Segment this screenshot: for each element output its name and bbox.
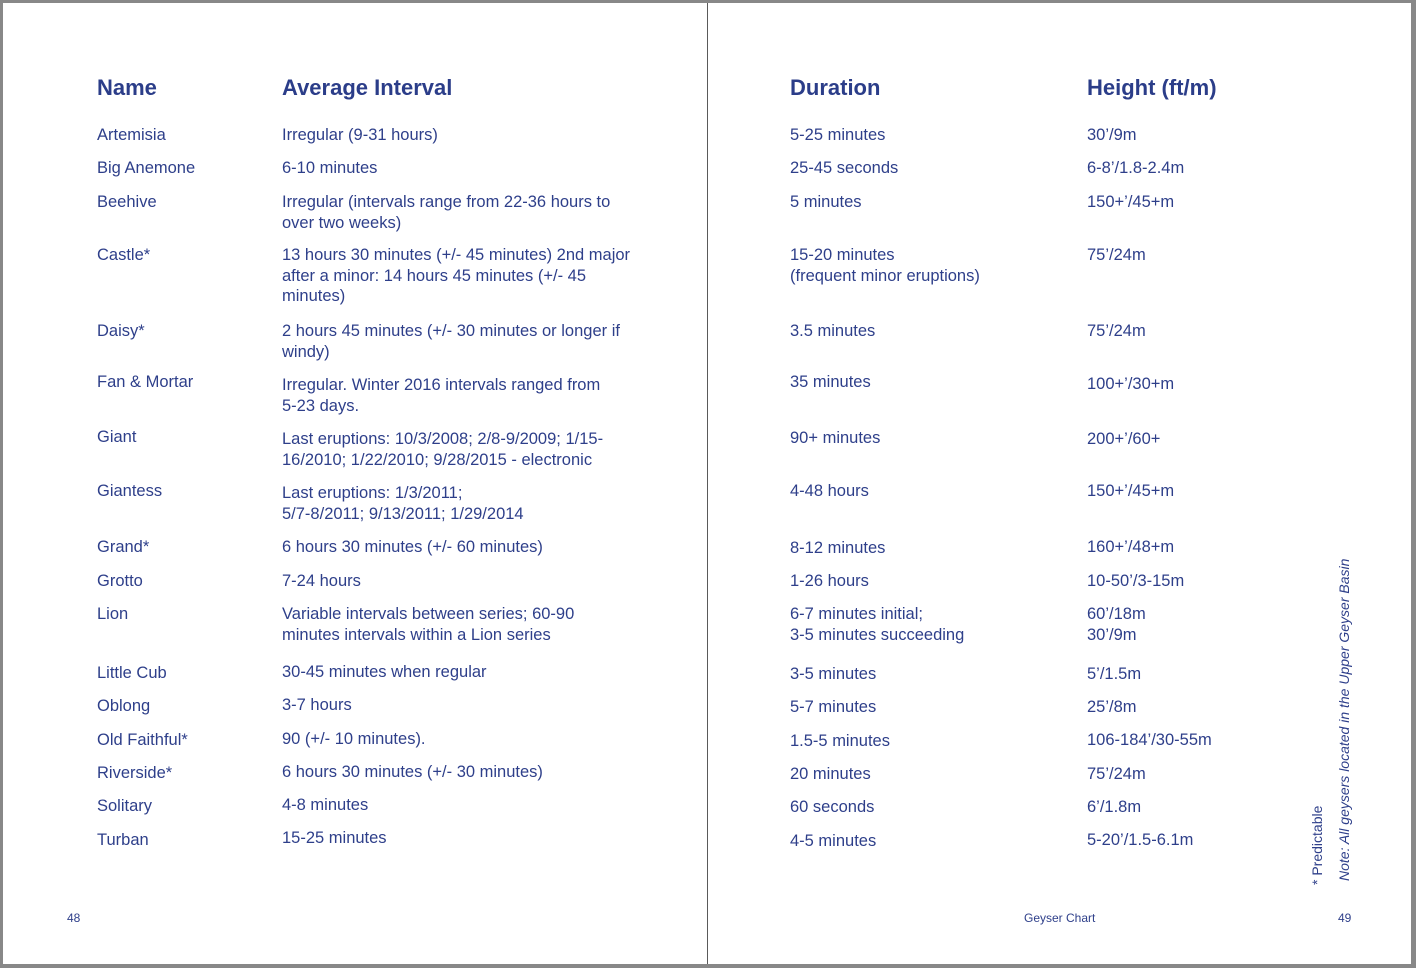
geyser-name: Grotto [97, 572, 143, 590]
geyser-duration: 35 minutes [790, 373, 871, 391]
geyser-height: 5’/1.5m [1087, 665, 1142, 683]
geyser-duration: 5-7 minutes [790, 698, 877, 716]
geyser-interval: Variable intervals between series; 60-90 minutes intervals within a Lion series [282, 605, 575, 644]
geyser-name: Solitary [97, 797, 153, 815]
geyser-height: 25’/8m [1087, 698, 1137, 716]
running-title: Geyser Chart [1024, 911, 1096, 925]
geyser-interval: Irregular (intervals range from 22-36 hours to over two weeks) [282, 193, 611, 232]
left-page [3, 3, 708, 964]
page-number-right: 49 [1338, 911, 1352, 925]
geyser-height: 75’/24m [1087, 765, 1146, 783]
geyser-duration: 4-48 hours [790, 482, 869, 500]
geyser-height: 6-8’/1.8-2.4m [1087, 159, 1185, 177]
geyser-height: 100+’/30+m [1087, 375, 1175, 393]
geyser-duration: 5-25 minutes [790, 126, 886, 144]
geyser-height: 200+’/60+ [1087, 430, 1161, 448]
geyser-duration: 5 minutes [790, 193, 862, 211]
basin-note: Note: All geysers located in the Upper Geyser Basin [1336, 558, 1352, 881]
geyser-name: Artemisia [97, 126, 166, 144]
geyser-duration: 6-7 minutes initial; 3-5 minutes succeeding [790, 605, 965, 644]
geyser-duration: 20 minutes [790, 765, 871, 783]
geyser-duration: 1.5-5 minutes [790, 732, 890, 750]
duration-column-header: Duration [790, 75, 881, 100]
geyser-height: 5-20’/1.5-6.1m [1087, 831, 1194, 849]
geyser-name: Oblong [97, 697, 151, 715]
geyser-interval: Last eruptions: 10/3/2008; 2/8-9/2009; 1/15- 16/2010; 1/22/2010; 9/28/2015 - electronic [282, 430, 604, 469]
geyser-name: Riverside* [97, 764, 173, 782]
geyser-duration: 90+ minutes [790, 429, 881, 447]
geyser-name: Fan & Mortar [97, 373, 194, 391]
geyser-interval: Irregular (9-31 hours) [282, 126, 438, 144]
height-column-header: Height (ft/m) [1087, 75, 1217, 100]
right-page [708, 3, 1411, 964]
geyser-name: Lion [97, 605, 129, 623]
geyser-interval: Last eruptions: 1/3/2011; 5/7-8/2011; 9/13/2011; 1/29/2014 [282, 484, 524, 523]
geyser-interval: 2 hours 45 minutes (+/- 30 minutes or longer if windy) [282, 322, 620, 361]
geyser-interval: 3-7 hours [282, 696, 352, 714]
geyser-interval: 7-24 hours [282, 572, 361, 590]
geyser-name: Giant [97, 428, 137, 446]
geyser-name: Grand* [97, 538, 150, 556]
geyser-duration: 1-26 hours [790, 572, 869, 590]
geyser-duration: 15-20 minutes (frequent minor eruptions) [790, 246, 980, 285]
geyser-name: Big Anemone [97, 159, 196, 177]
geyser-interval: 90 (+/- 10 minutes). [282, 730, 426, 748]
geyser-name: Beehive [97, 193, 157, 211]
geyser-duration: 60 seconds [790, 798, 875, 816]
name-column-header: Name [97, 75, 157, 100]
geyser-interval: 4-8 minutes [282, 796, 369, 814]
geyser-height: 160+’/48+m [1087, 538, 1175, 556]
book-spread [3, 3, 1411, 964]
geyser-height: 106-184’/30-55m [1087, 731, 1212, 749]
geyser-name: Giantess [97, 482, 163, 500]
page-number-left: 48 [67, 911, 81, 925]
geyser-interval: 6 hours 30 minutes (+/- 30 minutes) [282, 763, 543, 781]
geyser-duration: 4-5 minutes [790, 832, 877, 850]
geyser-height: 30’/9m [1087, 126, 1137, 144]
geyser-duration: 25-45 seconds [790, 159, 899, 177]
geyser-name: Castle* [97, 246, 151, 264]
geyser-interval: 13 hours 30 minutes (+/- 45 minutes) 2nd major after a minor: 14 hours 45 minutes (+/- 45 minutes) [282, 246, 631, 305]
geyser-name: Daisy* [97, 322, 145, 340]
geyser-interval: 30-45 minutes when regular [282, 663, 487, 681]
geyser-name: Little Cub [97, 664, 167, 682]
interval-column-header: Average Interval [282, 75, 453, 100]
geyser-interval: 6-10 minutes [282, 159, 378, 177]
geyser-height: 6’/1.8m [1087, 798, 1142, 816]
geyser-height: 75’/24m [1087, 246, 1146, 264]
geyser-name: Turban [97, 831, 149, 849]
geyser-height: 150+’/45+m [1087, 482, 1175, 500]
geyser-height: 150+’/45+m [1087, 193, 1175, 211]
geyser-interval: 6 hours 30 minutes (+/- 60 minutes) [282, 538, 543, 556]
geyser-duration: 3.5 minutes [790, 322, 876, 340]
geyser-name: Old Faithful* [97, 731, 188, 749]
geyser-height: 10-50’/3-15m [1087, 572, 1185, 590]
predictable-legend: * Predictable [1309, 805, 1325, 885]
geyser-duration: 3-5 minutes [790, 665, 877, 683]
geyser-height: 75’/24m [1087, 322, 1146, 340]
geyser-interval: 15-25 minutes [282, 829, 387, 847]
geyser-height: 60’/18m 30’/9m [1087, 605, 1146, 644]
geyser-interval: Irregular. Winter 2016 intervals ranged from 5-23 days. [282, 376, 601, 415]
geyser-duration: 8-12 minutes [790, 539, 886, 557]
